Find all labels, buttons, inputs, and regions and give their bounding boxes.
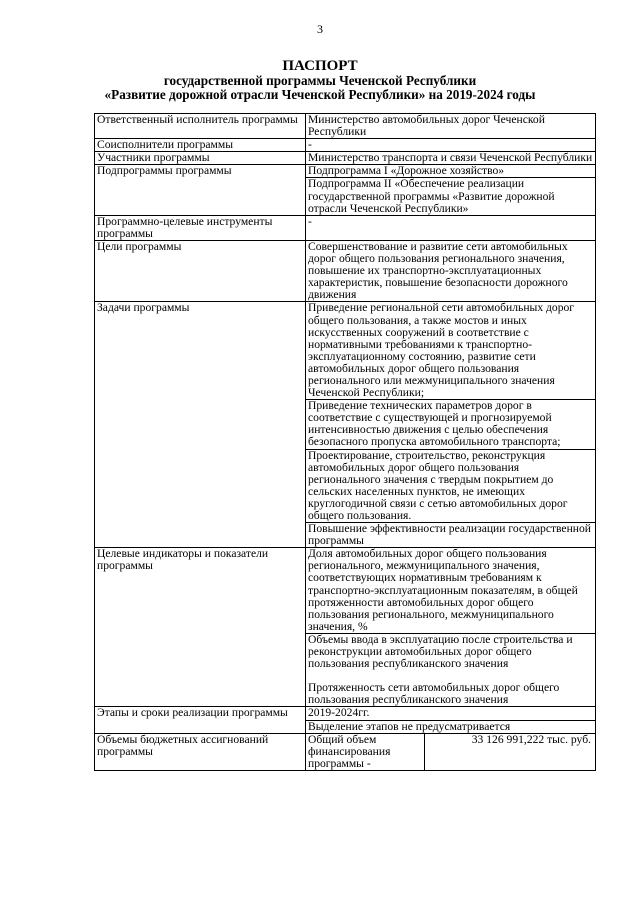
row-value	[306, 215, 596, 240]
row-value-item: -	[308, 214, 312, 228]
row-label: Цели программы	[95, 240, 306, 301]
row-value-item: 2019-2024гг.	[308, 706, 370, 720]
row-value	[306, 302, 596, 548]
row-label: Целевые индикаторы и показатели программы	[95, 548, 306, 707]
row-value	[306, 548, 596, 707]
title-line-1: ПАСПОРТ	[282, 58, 358, 74]
row-value	[306, 152, 596, 165]
row-value-item: Приведение технических параметров дорог в соответствие с существующей и прогнозируемой интенсивностью движения с целью обеспечения безопасного пропуска автомобильного транспорта;	[306, 399, 595, 448]
row-label: Ответственный исполнитель программы	[95, 114, 306, 139]
table-row	[95, 139, 596, 152]
row-value-item: Министерство транспорта и связи Чеченской Республики	[308, 151, 593, 165]
finance-total-label: Общий объем финансирования программы -	[306, 734, 425, 770]
row-value-item: Приведение региональной сети автомобильных дорог общего пользования, а также мостов и иных искусственных сооружений в соответствие с нормативными требованиями к транспортно-эксплуатационному состоянию, развитие сети автомобильных дорог общего пользования регионального или межмуниципального значения Чеченской Республики;	[308, 301, 575, 400]
row-label: Задачи программы	[95, 302, 306, 548]
row-label: Участники программы	[95, 152, 306, 165]
row-value	[306, 114, 596, 139]
row-value-item: Протяженность сети автомобильных дорог общего пользования республиканского значения	[308, 681, 560, 707]
row-value	[306, 165, 596, 215]
row-value	[306, 139, 596, 152]
row-value-item: Доля автомобильных дорог общего пользования регионального, межмуниципального значения, соответствующих нормативным требованиям к транспортно-эксплуатационным показателям, в общей протяженности автомобильных дорог общего пользования регионального, межмуниципального значения, %	[308, 547, 578, 633]
row-value-item: Министерство автомобильных дорог Чеченской Республики	[308, 113, 545, 139]
row-value-item: Совершенствование и развитие сети автомобильных дорог общего пользования регионального значения, повышение их транспортно-эксплуатационных характеристик, повышение безопасности дорожного движения	[308, 239, 568, 302]
row-value-item: -	[308, 138, 312, 152]
table-row	[95, 707, 596, 733]
table-row-finance	[95, 733, 596, 770]
page-number: 3	[317, 22, 323, 36]
passport-table	[94, 113, 596, 771]
table-row	[95, 302, 596, 548]
row-label: Объемы бюджетных ассигнований программы	[95, 733, 306, 770]
finance-cells	[308, 734, 593, 770]
table-row	[95, 114, 596, 139]
row-value-item: Выделение этапов не предусматривается	[306, 720, 595, 733]
row-value	[306, 240, 596, 301]
row-value	[306, 733, 596, 770]
table-row	[95, 548, 596, 707]
row-value-item: Подпрограмма II «Обеспечение реализации государственной программы «Развитие дорожной отрасли Чеченской Республики»	[306, 177, 595, 214]
table-row	[95, 152, 596, 165]
row-value	[306, 707, 596, 733]
row-value-item: Проектирование, строительство, реконструкция автомобильных дорог общего пользования регионального значения с твердым покрытием до сельских населенных пунктов, не имеющих круглогодичной связи с сетью автомобильных дорог общего пользования.	[306, 449, 595, 523]
row-value-item: Повышение эффективности реализации государственной программы	[306, 522, 595, 547]
title-line-3: «Развитие дорожной отрасли Чеченской Республики» на 2019-2024 годы	[104, 87, 536, 102]
row-label: Соисполнители программы	[95, 139, 306, 152]
title-line-2: государственной программы Чеченской Республики	[163, 73, 477, 88]
row-label: Программно-целевые инструменты программы	[95, 215, 306, 240]
table-row	[95, 240, 596, 301]
document-title	[0, 58, 640, 102]
row-label: Этапы и сроки реализации программы	[95, 707, 306, 733]
row-value-item: Подпрограмма I «Дорожное хозяйство»	[308, 164, 505, 178]
table-row	[95, 215, 596, 240]
row-label: Подпрограммы программы	[95, 165, 306, 215]
row-value-item: Объемы ввода в эксплуатацию после строительства и реконструкции автомобильных дорог общего пользования республиканского значения	[306, 633, 595, 670]
finance-total-value: 33 126 991,222 тыс. руб.	[471, 732, 591, 746]
table-row	[95, 165, 596, 215]
